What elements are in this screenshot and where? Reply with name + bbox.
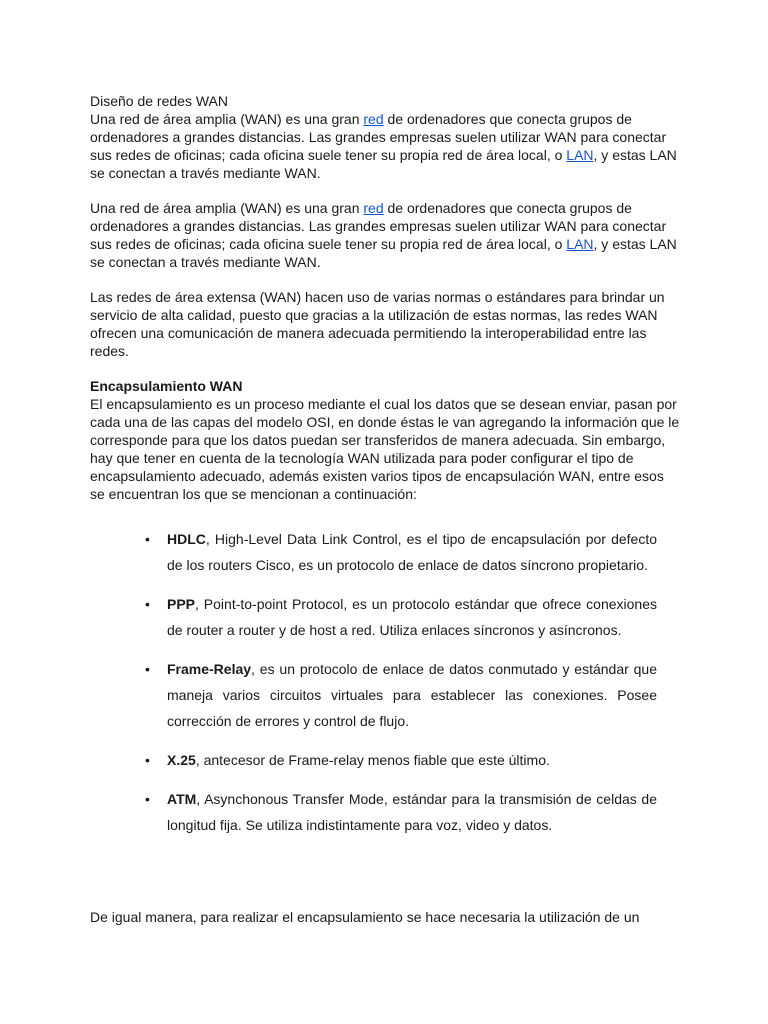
paragraph-intro-1 — [90, 110, 680, 182]
bullet-icon: • — [145, 661, 150, 677]
paragraph-text: de ordenadores que conecta grupos de ordenadores a grandes distancias. Las grandes empresas suelen utilizar WAN para conectar sus redes de oficinas; cada oficina suele tener su propia red de área local, o — [90, 200, 667, 252]
link-lan[interactable]: LAN — [566, 147, 594, 163]
list-item — [145, 786, 657, 838]
bullet-icon: • — [145, 596, 150, 612]
list-item — [145, 526, 657, 578]
link-red[interactable]: red — [363, 200, 384, 216]
bullet-icon: • — [145, 752, 150, 768]
list-item — [145, 747, 657, 773]
list-item-term: HDLC — [167, 531, 206, 547]
link-red[interactable]: red — [363, 111, 384, 127]
list-item-term: ATM — [167, 791, 197, 807]
paragraph-text: Una red de área amplia (WAN) es una gran — [90, 111, 364, 127]
paragraph-intro-2 — [90, 199, 680, 271]
encapsulation-list — [145, 526, 657, 851]
section-heading: Encapsulamiento WAN — [90, 378, 243, 394]
list-item-text: , antecesor de Frame-relay menos fiable que este último. — [195, 752, 550, 768]
paragraph-text: , y estas LAN se conectan a través mediante WAN. — [90, 147, 677, 181]
paragraph-encapsulation: El encapsulamiento es un proceso mediante el cual los datos que se desean enviar, pasan por cada una de las capas del modelo OSI, en donde éstas le van agregando la información que le corresponde para que los datos puedan ser transferidos de manera adecuada. Sin embargo, hay que tener en cuenta de la tecnología WAN utilizada para poder configurar el tipo de encapsulamiento adecuado, además existen varios tipos de encapsulación WAN, entre esos se encuentran los que se mencionan a continuación: — [90, 396, 680, 502]
bullet-icon: • — [145, 791, 150, 807]
bullet-icon: • — [145, 531, 150, 547]
list-item-term: PPP — [167, 596, 196, 612]
link-lan[interactable]: LAN — [566, 236, 594, 252]
list-item-term: X.25 — [167, 752, 196, 768]
list-item-text: , High-Level Data Link Control, es el tipo de encapsulación por defecto de los routers Cisco, es un protocolo de enlace de datos síncrono propietario. — [167, 531, 657, 573]
paragraph-text: de ordenadores que conecta grupos de ordenadores a grandes distancias. Las grandes empresas suelen utilizar WAN para conectar sus redes de oficinas; cada oficina suele tener su propia red de área local, o — [90, 111, 667, 163]
document-body — [90, 92, 680, 503]
list-item-text: , es un protocolo de enlace de datos conmutado y estándar que maneja varios circuitos virtuales para establecer las conexiones. Posee corrección de errores y control de flujo. — [167, 661, 657, 729]
paragraph-text: , y estas LAN se conectan a través mediante WAN. — [90, 236, 677, 270]
list-item — [145, 656, 657, 734]
paragraph-standards: Las redes de área extensa (WAN) hacen uso de varias normas o estándares para brindar un servicio de alta calidad, puesto que gracias a la utilización de estas normas, las redes WAN ofrecen una comunicación de manera adecuada permitiendo la interoperabilidad entre las redes. — [90, 289, 665, 359]
paragraph-text: Una red de área amplia (WAN) es una gran — [90, 200, 364, 216]
list-item-text: , Asynchonous Transfer Mode, estándar para la transmisión de celdas de longitud fija. Se utiliza indistintamente para voz, video y datos. — [167, 791, 657, 833]
list-item — [145, 591, 657, 643]
document-title: Diseño de redes WAN — [90, 93, 228, 109]
paragraph-closing: De igual manera, para realizar el encapsulamiento se hace necesaria la utilización de un — [90, 909, 640, 925]
list-item-text: , Point-to-point Protocol, es un protocolo estándar que ofrece conexiones de router a router y de host a red. Utiliza enlaces síncronos y asíncronos. — [167, 596, 657, 638]
list-item-term: Frame-Relay — [167, 661, 252, 677]
